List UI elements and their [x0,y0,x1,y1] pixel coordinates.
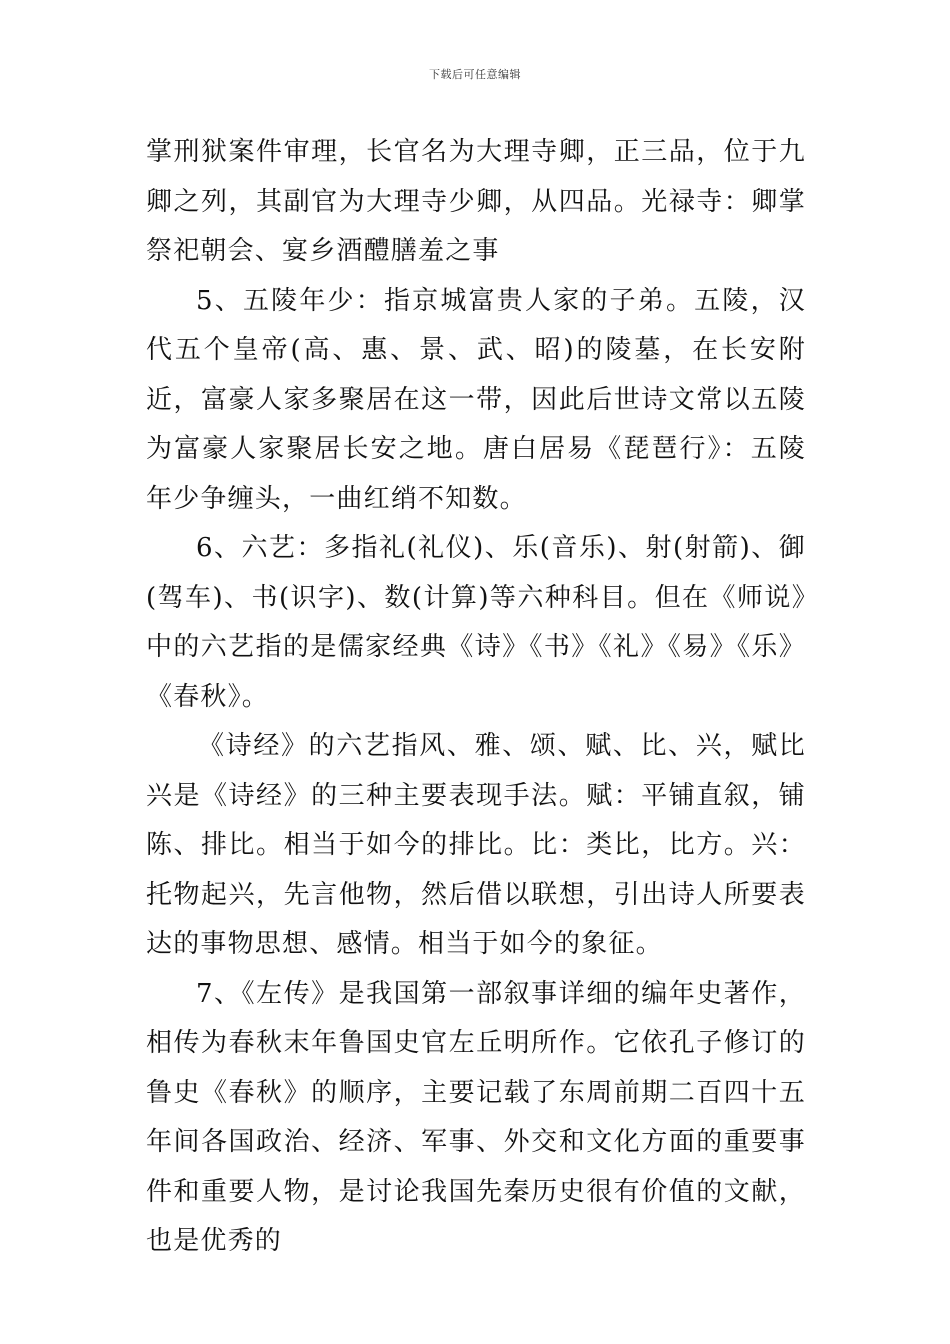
paragraph-shijing-liuyi: 《诗经》的六艺指风、雅、颂、赋、比、兴，赋比兴是《诗经》的三种主要表现手法。赋：平铺直叙，铺陈、排比。相当于如今的排比。比：类比，比方。兴：托物起兴，先言他物，然后借以联想，引出诗人所要表达的事物思想、感情。相当于如今的象征。 [146,731,806,959]
paragraph-item-7: 7、《左传》是我国第一部叙事详细的编年史著作，相传为春秋末年鲁国史官左丘明所作。它依孔子修订的鲁史《春秋》的顺序，主要记载了东周前期二百四十五年间各国政治、经济、军事、外交和文化方面的重要事件和重要人物，是讨论我国先秦历史很有价值的文献，也是优秀的 [146,978,806,1256]
page-header-note: 下载后可任意编辑 [429,68,521,81]
document-body [146,128,806,1267]
paragraph-continuation: 掌刑狱案件审理，长官名为大理寺卿，正三品，位于九卿之列，其副官为大理寺少卿，从四品。光禄寺：卿掌祭祀朝会、宴乡酒醴膳羞之事 [146,137,806,266]
paragraph-item-5: 5、五陵年少：指京城富贵人家的子弟。五陵，汉代五个皇帝(高、惠、景、武、昭)的陵墓，在长安附近，富豪人家多聚居在这一带，因此后世诗文常以五陵为富豪人家聚居长安之地。唐白居易《琵琶行》：五陵年少争缠头，一曲红绡不知数。 [146,285,806,514]
paragraph-item-6: 6、六艺：多指礼(礼仪)、乐(音乐)、射(射箭)、御(驾车)、书(识字)、数(计算)等六种科目。但在《师说》中的六艺指的是儒家经典《诗》《书》《礼》《易》《乐》《春秋》。 [146,533,806,712]
